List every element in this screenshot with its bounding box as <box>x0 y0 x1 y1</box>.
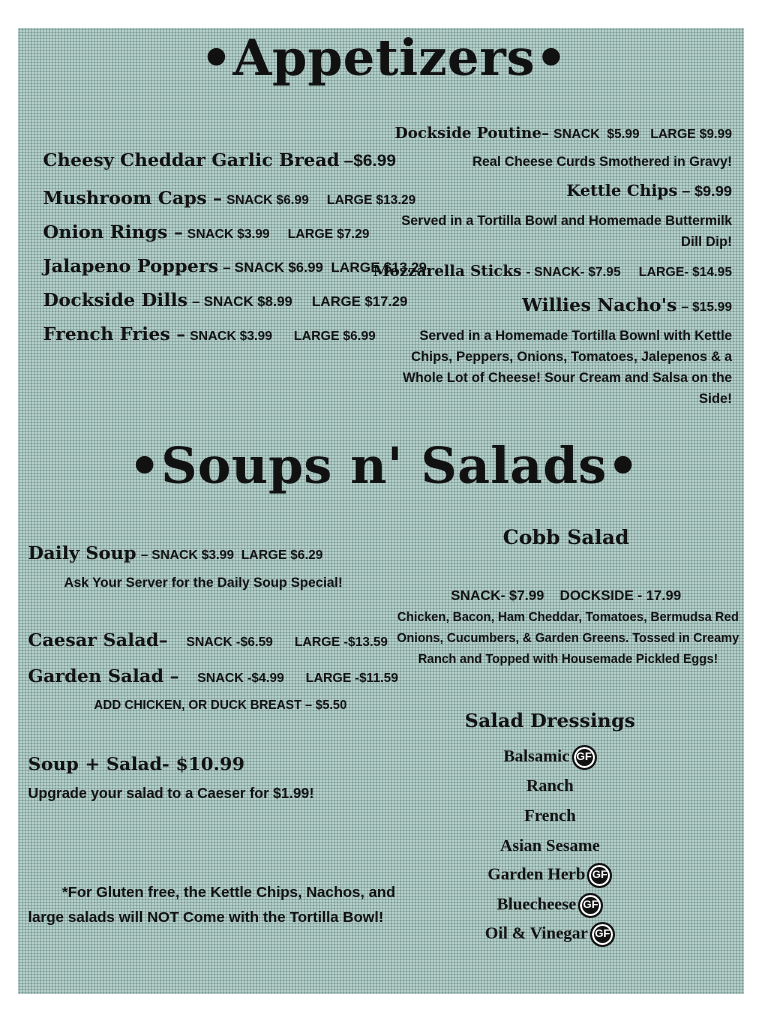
dressing-item <box>470 922 630 947</box>
gluten-free-badge-icon: GF <box>590 922 615 947</box>
item-name: French Fries – <box>43 324 186 345</box>
item-price: SNACK $5.99 LARGE $9.99 <box>553 126 732 141</box>
dressing-item <box>470 776 630 796</box>
item-description: Real Cheese Curds Smothered in Gravy! <box>472 154 732 169</box>
item-name: Caesar Salad– <box>28 630 168 651</box>
dressing-name: Garden Herb <box>487 864 586 884</box>
menu-item <box>28 666 398 687</box>
item-price: – SNACK $8.99 LARGE $17.29 <box>192 293 408 309</box>
gluten-free-badge-icon: GF <box>578 893 603 918</box>
dressing-name: Balsamic <box>503 746 570 766</box>
item-name: Mozzarella Sticks <box>373 262 522 280</box>
item-name: Cheesy Cheddar Garlic Bread <box>43 150 340 171</box>
item-price: –$6.99 <box>343 151 396 170</box>
menu-item <box>567 181 732 201</box>
menu-item <box>43 256 427 277</box>
menu-item <box>395 124 732 143</box>
item-description: Chicken, Bacon, Ham Cheddar, Tomatoes, Bermudsa Red Onions, Cucumbers, & Garden Greens. Tossed in Creamy Ranch and Topped with Housemade Pickled Eggs! <box>396 610 740 666</box>
item-price: – SNACK $3.99 LARGE $6.29 <box>140 547 323 562</box>
gluten-free-badge-icon: GF <box>572 745 597 770</box>
item-name: Cobb Salad <box>502 525 630 549</box>
menu-item <box>43 150 396 171</box>
item-name: Willies Nacho's <box>522 295 677 316</box>
item-price: SNACK -$4.99 LARGE -$11.59 <box>197 670 399 685</box>
item-description: Upgrade your salad to a Caeser for $1.99! <box>28 786 315 802</box>
item-name: Jalapeno Poppers <box>43 256 219 277</box>
menu-item <box>28 543 323 564</box>
menu-item <box>43 188 416 209</box>
menu-item <box>373 262 732 281</box>
item-price: – $9.99 <box>681 183 732 200</box>
item-name: Dockside Dills <box>43 290 188 311</box>
dressing-name: Asian Sesame <box>500 836 600 855</box>
dressing-item <box>470 806 630 826</box>
menu-item <box>522 295 732 316</box>
item-name: Kettle Chips <box>566 181 678 200</box>
menu-item <box>43 324 376 345</box>
appetizers-heading: •Appetizers• <box>200 28 568 87</box>
soups-salads-heading: •Soups n' Salads• <box>128 436 640 495</box>
dressing-name: Bluecheese <box>496 894 577 914</box>
menu-item <box>28 630 388 651</box>
item-price: – $15.99 <box>681 299 732 314</box>
addon-note: ADD CHICKEN, OR DUCK BREAST – $5.50 <box>94 698 347 712</box>
item-price: SNACK $6.99 LARGE $13.29 <box>226 192 416 207</box>
menu-item <box>43 290 408 311</box>
item-name: Onion Rings – <box>43 222 183 243</box>
menu-panel <box>18 28 744 994</box>
menu-item <box>28 754 245 775</box>
dressings-heading: Salad Dressings <box>464 710 636 732</box>
dressing-name: French <box>524 806 576 825</box>
dressings-heading-wrap <box>440 710 660 732</box>
menu-item <box>43 222 369 243</box>
item-description: Served in a Homemade Tortilla Bownl with Kettle Chips, Peppers, Onions, Tomatoes, Jalepenos & a Whole Lot of Cheese! Sour Cream and Salsa on the Side! <box>402 328 732 406</box>
item-price: – SNACK $6.99 LARGE $13.29 <box>222 259 427 275</box>
item-name: Dockside Poutine– <box>394 124 550 142</box>
menu-item <box>400 587 732 605</box>
item-name: Daily Soup <box>28 543 137 564</box>
item-price: SNACK $3.99 LARGE $7.29 <box>187 226 370 241</box>
item-price: SNACK- $7.99 DOCKSIDE - 17.99 <box>450 587 682 603</box>
dressing-item <box>470 745 630 770</box>
dressing-name: Ranch <box>526 776 574 795</box>
item-price: SNACK -$6.59 LARGE -$13.59 <box>186 634 388 649</box>
item-name: Garden Salad – <box>28 666 179 687</box>
gluten-free-note: *For Gluten free, the Kettle Chips, Nachos, and large salads will NOT Come with the Tortilla Bowl! <box>28 884 396 926</box>
dressing-item <box>470 863 630 888</box>
item-name: Soup + Salad- $10.99 <box>28 754 245 775</box>
gluten-free-badge-icon: GF <box>587 863 612 888</box>
item-price: SNACK $3.99 LARGE $6.99 <box>189 328 376 343</box>
dressing-item <box>470 836 630 856</box>
item-description: Served in a Tortilla Bowl and Homemade Buttermilk Dill Dip! <box>401 213 732 249</box>
item-description: Ask Your Server for the Daily Soup Special! <box>64 575 343 590</box>
dressing-name: Oil & Vinegar <box>485 923 588 943</box>
menu-item <box>400 525 732 549</box>
dressing-item <box>470 893 630 918</box>
item-price: - SNACK- $7.95 LARGE- $14.95 <box>526 264 732 279</box>
item-name: Mushroom Caps – <box>43 188 223 209</box>
